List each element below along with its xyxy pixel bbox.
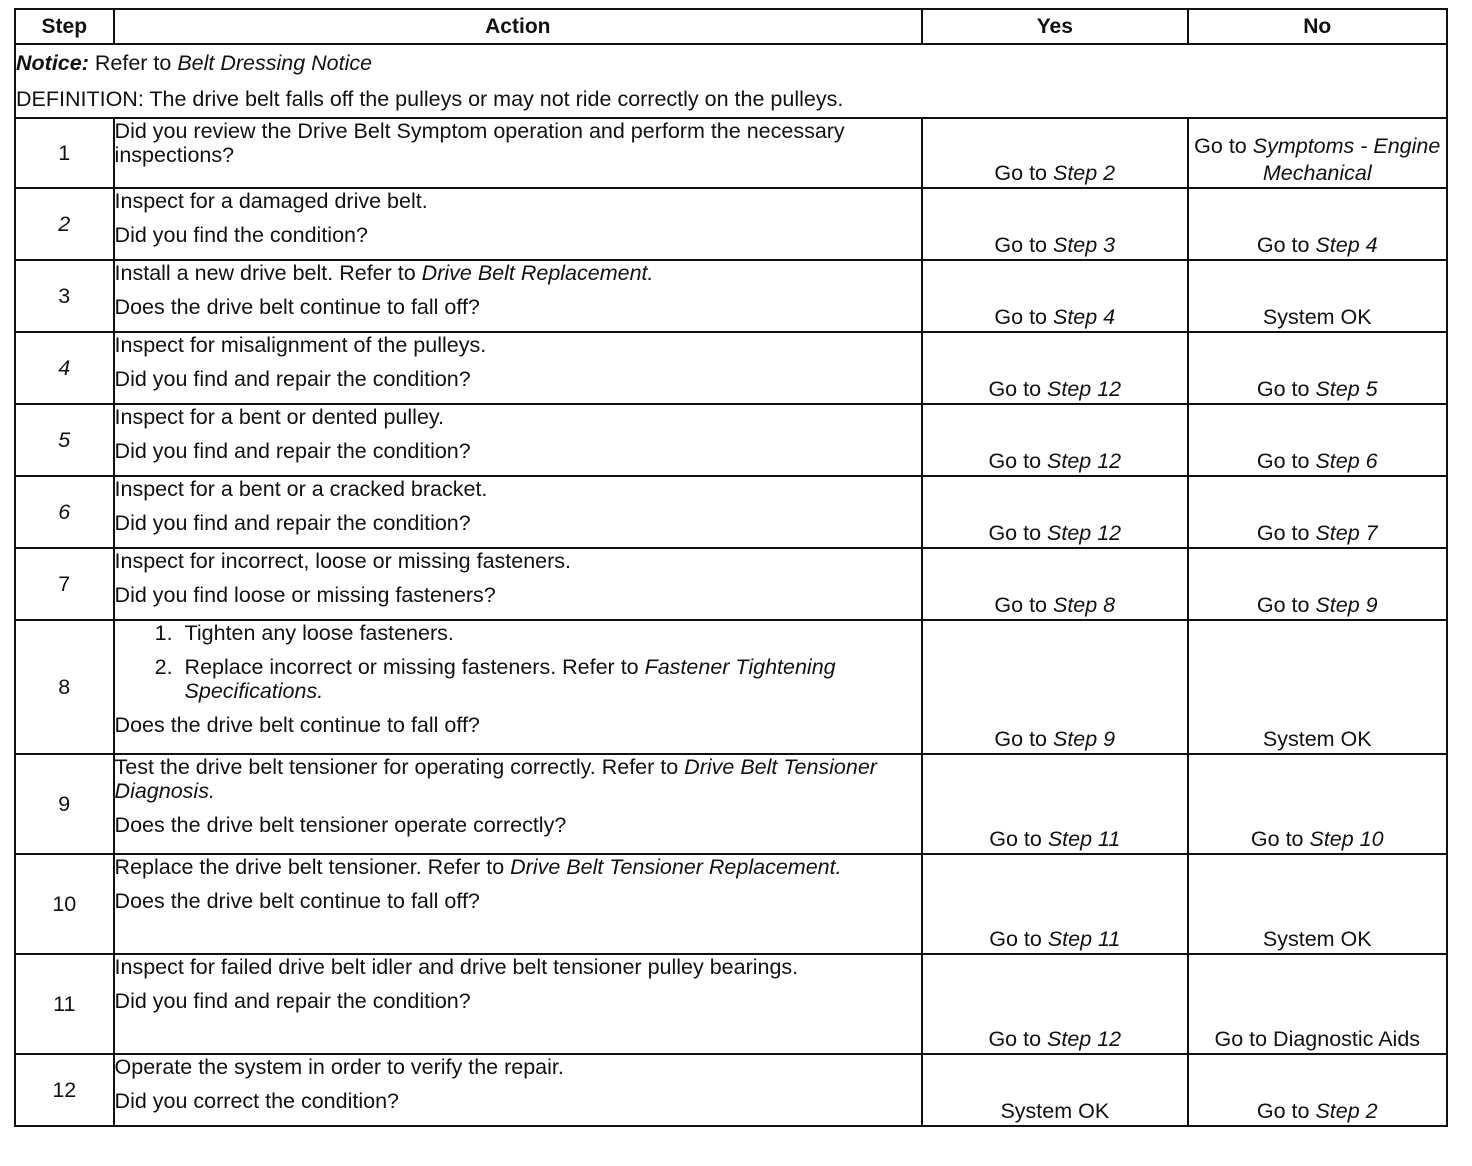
action-cell [114, 404, 923, 476]
header-step: Step [15, 9, 114, 44]
action-question: Did you find and repair the condition? [114, 989, 471, 1013]
no-cell [1188, 854, 1447, 954]
action-cell [114, 332, 923, 404]
yes-ref: Step 12 [1047, 377, 1122, 401]
no-ref: Step 7 [1315, 521, 1378, 545]
list-number: 1. [154, 621, 173, 645]
yes-prefix: Go to [994, 233, 1053, 257]
step-number: 8 [15, 620, 114, 754]
yes-prefix: Go to [988, 449, 1048, 473]
list-text-main: Tighten any loose fasteners. [184, 621, 454, 645]
yes-cell [922, 754, 1187, 854]
action-text-main: Inspect for a damaged drive belt. [114, 189, 428, 213]
header-yes: Yes [922, 9, 1187, 44]
step-row [15, 118, 1447, 188]
no-prefix: Go to [1256, 233, 1316, 257]
no-cell [1188, 332, 1447, 404]
no-cell [1188, 476, 1447, 548]
no-text: System OK [1262, 305, 1372, 329]
action-question: Does the drive belt continue to fall off? [114, 295, 480, 319]
yes-ref: Step 12 [1047, 449, 1122, 473]
no-cell [1188, 404, 1447, 476]
step-row [15, 404, 1447, 476]
no-prefix: Go to [1256, 1099, 1316, 1123]
step-number: 9 [15, 754, 114, 854]
yes-prefix: Go to [988, 521, 1048, 545]
action-cell [114, 188, 923, 260]
no-prefix: Go to [1256, 521, 1316, 545]
yes-prefix: Go to [989, 827, 1048, 851]
notice-ref: Belt Dressing Notice [177, 51, 373, 75]
no-ref: Step 9 [1315, 593, 1378, 617]
action-text [115, 855, 922, 879]
action-cell [114, 954, 923, 1054]
yes-prefix: Go to [994, 161, 1053, 185]
action-text-main: Inspect for incorrect, loose or missing fasteners. [114, 549, 572, 573]
no-cell [1188, 754, 1447, 854]
action-cell [114, 118, 923, 188]
yes-text: System OK [1000, 1099, 1110, 1123]
no-ref: Step 2 [1315, 1099, 1378, 1123]
no-prefix: Go to [1250, 827, 1310, 851]
action-question: Does the drive belt continue to fall off? [114, 889, 480, 913]
yes-ref: Step 12 [1047, 521, 1122, 545]
no-ref: Symptoms - Engine Mechanical [1252, 134, 1441, 185]
action-text-main: Test the drive belt tensioner for operating correctly. Refer to [114, 755, 685, 779]
step-number: 4 [15, 332, 114, 404]
yes-ref: Step 11 [1047, 827, 1121, 851]
step-number: 1 [15, 118, 114, 188]
list-text [185, 621, 454, 645]
no-prefix: Go to [1256, 449, 1316, 473]
action-cell [114, 620, 923, 754]
no-text: System OK [1262, 927, 1372, 951]
action-question: Did you find loose or missing fasteners? [114, 583, 496, 607]
yes-cell [922, 404, 1187, 476]
diagnostic-table [14, 8, 1448, 1127]
no-text: System OK [1262, 727, 1372, 751]
action-text-ref: Drive Belt Tensioner Replacement. [510, 855, 842, 879]
action-text [115, 1055, 922, 1079]
yes-ref: Step 12 [1047, 1027, 1122, 1051]
action-text [115, 955, 922, 979]
yes-prefix: Go to [988, 1027, 1048, 1051]
action-cell [114, 854, 923, 954]
no-ref: Step 6 [1315, 449, 1378, 473]
header-row [15, 9, 1447, 44]
list-text-ref: Fastener Tightening Specifications. [184, 655, 836, 703]
action-text-main: Replace the drive belt tensioner. Refer to [114, 855, 511, 879]
step-number: 5 [15, 404, 114, 476]
action-text [115, 333, 922, 357]
no-text: Go to Diagnostic Aids [1214, 1027, 1421, 1051]
step-number: 11 [15, 954, 114, 1054]
action-text-ref: Drive Belt Replacement. [421, 261, 654, 285]
no-ref: Step 5 [1315, 377, 1378, 401]
list-item [115, 655, 922, 703]
yes-ref: Step 8 [1052, 593, 1116, 617]
yes-cell [922, 620, 1187, 754]
step-row [15, 476, 1447, 548]
no-cell [1188, 188, 1447, 260]
step-number: 3 [15, 260, 114, 332]
action-cell [114, 754, 923, 854]
no-cell [1188, 260, 1447, 332]
step-row [15, 548, 1447, 620]
no-prefix: Go to [1256, 377, 1316, 401]
action-cell [114, 260, 923, 332]
action-text-main: Install a new drive belt. Refer to [114, 261, 422, 285]
action-text [115, 189, 922, 213]
action-question: Does the drive belt tensioner operate correctly? [114, 813, 567, 837]
step-number: 2 [15, 188, 114, 260]
list-text [185, 655, 922, 703]
yes-prefix: Go to [994, 727, 1053, 751]
action-text-main: Inspect for failed drive belt idler and drive belt tensioner pulley bearings. [114, 955, 799, 979]
notice-cell [15, 44, 1447, 118]
step-row [15, 332, 1447, 404]
no-cell [1188, 118, 1447, 188]
action-cell [114, 1054, 923, 1126]
header-action: Action [114, 9, 923, 44]
yes-cell [922, 332, 1187, 404]
action-cell [114, 476, 923, 548]
yes-prefix: Go to [989, 927, 1048, 951]
action-text-main: Inspect for a bent or a cracked bracket. [114, 477, 488, 501]
no-cell [1188, 620, 1447, 754]
action-question: Does the drive belt continue to fall off? [114, 713, 480, 737]
yes-ref: Step 11 [1047, 927, 1121, 951]
action-question: Did you find and repair the condition? [114, 367, 471, 391]
no-ref: Step 10 [1309, 827, 1384, 851]
yes-ref: Step 3 [1052, 233, 1116, 257]
notice-text: Refer to [94, 51, 172, 75]
action-question: Did you find and repair the condition? [114, 439, 471, 463]
yes-cell [922, 260, 1187, 332]
step-row [15, 1054, 1447, 1126]
yes-cell [922, 1054, 1187, 1126]
notice-row [15, 44, 1447, 118]
action-text [115, 477, 922, 501]
action-text-main: Inspect for a bent or dented pulley. [114, 405, 445, 429]
no-prefix: Go to [1194, 134, 1253, 158]
yes-cell [922, 854, 1187, 954]
step-row [15, 188, 1447, 260]
step-row [15, 954, 1447, 1054]
notice-label: Notice: [16, 51, 89, 75]
yes-cell [922, 188, 1187, 260]
step-row [15, 260, 1447, 332]
action-question: Did you find the condition? [114, 223, 368, 247]
action-text [115, 549, 922, 573]
yes-cell [922, 954, 1187, 1054]
action-question: Did you correct the condition? [114, 1089, 399, 1113]
yes-ref: Step 4 [1052, 305, 1116, 329]
action-text-main: Inspect for misalignment of the pulleys. [114, 333, 487, 357]
action-text-main: Did you review the Drive Belt Symptom operation and perform the necessary inspections? [114, 119, 845, 167]
action-text [115, 261, 922, 285]
list-text-main: Replace incorrect or missing fasteners. Refer to [184, 655, 645, 679]
step-row [15, 754, 1447, 854]
step-number: 7 [15, 548, 114, 620]
action-cell [114, 548, 923, 620]
yes-prefix: Go to [988, 377, 1048, 401]
definition-text: DEFINITION: The drive belt falls off the pulleys or may not ride correctly on the pulleys. [16, 87, 844, 111]
action-text [115, 755, 922, 803]
action-text [115, 405, 922, 429]
yes-cell [922, 118, 1187, 188]
step-number: 10 [15, 854, 114, 954]
action-text-ref: Drive Belt Tensioner Diagnosis. [114, 755, 877, 803]
yes-ref: Step 9 [1052, 727, 1116, 751]
yes-prefix: Go to [994, 593, 1053, 617]
no-cell [1188, 548, 1447, 620]
step-row [15, 620, 1447, 754]
step-row [15, 854, 1447, 954]
action-text [115, 119, 922, 167]
yes-cell [922, 548, 1187, 620]
no-prefix: Go to [1256, 593, 1316, 617]
step-number: 6 [15, 476, 114, 548]
yes-prefix: Go to [994, 305, 1053, 329]
action-question: Did you find and repair the condition? [114, 511, 471, 535]
no-ref: Step 4 [1315, 233, 1378, 257]
no-cell [1188, 1054, 1447, 1126]
list-number: 2. [154, 655, 173, 679]
header-no: No [1188, 9, 1447, 44]
no-cell [1188, 954, 1447, 1054]
step-number: 12 [15, 1054, 114, 1126]
list-item [115, 621, 922, 645]
yes-ref: Step 2 [1052, 161, 1116, 185]
yes-cell [922, 476, 1187, 548]
action-text-main: Operate the system in order to verify the repair. [114, 1055, 564, 1079]
